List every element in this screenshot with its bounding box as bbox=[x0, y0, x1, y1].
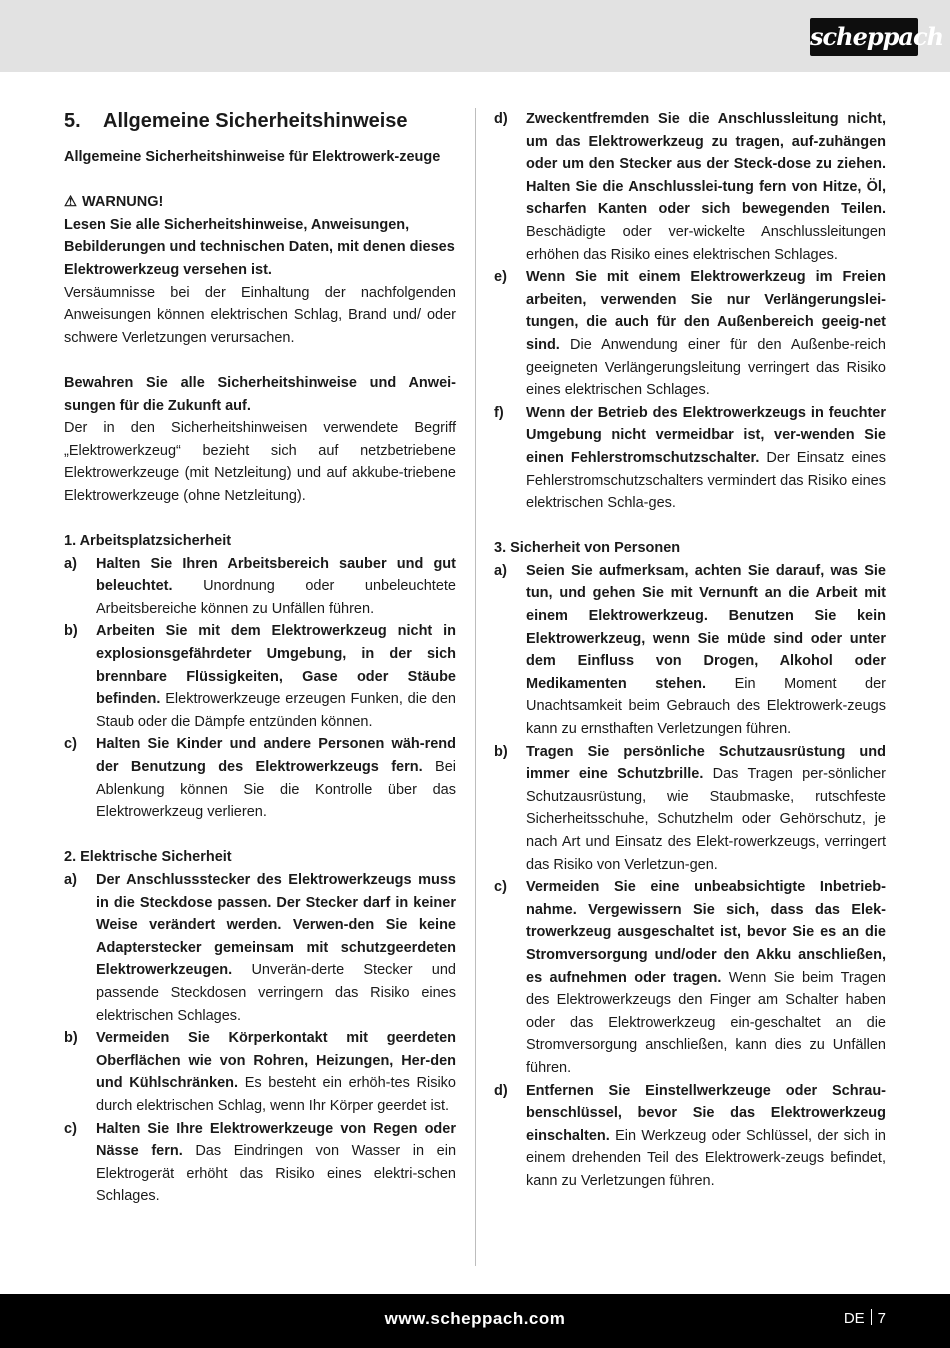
list-item bbox=[494, 876, 886, 1079]
subsection-2-list bbox=[64, 869, 456, 1208]
item-bold-text: Vermeiden Sie Körperkontakt mit geerdeten Oberflächen wie von Rohren, Heizungen, Her-den und Kühlschränken. bbox=[96, 1030, 456, 1092]
subsection-3-list bbox=[494, 560, 886, 1193]
language-code: DE bbox=[843, 1310, 865, 1327]
item-bold-text: Entfernen Sie Einstellwerkzeuge oder Schrau-benschlüssel, bevor Sie das Elektrowerkzeug einschalten. bbox=[526, 1082, 886, 1144]
item-text bbox=[526, 108, 886, 266]
header-bar bbox=[0, 0, 950, 72]
item-text bbox=[96, 553, 456, 621]
column-divider bbox=[475, 108, 476, 1266]
item-text bbox=[526, 876, 886, 1079]
section-number: 5. bbox=[64, 110, 81, 132]
item-plain-text: Es besteht ein erhöh-tes Risiko durch elektrischen Schlag, wenn Ihr Körper geerdet ist. bbox=[96, 1075, 456, 1114]
item-plain-text: Elektrowerkzeuge erzeugen Funken, die den Staub oder die Dämpfe entzünden können. bbox=[96, 691, 456, 730]
item-bold-text: Der Anschlussstecker des Elektrowerkzeugs muss in die Steckdose passen. Der Stecker darf in keiner Weise verändert werden. Verwen-den Sie keine Adapterstecker gemeinsam mit schutzgeerdeten Elektrowerkzeugen. bbox=[96, 872, 456, 979]
item-text bbox=[526, 741, 886, 877]
list-item bbox=[494, 402, 886, 515]
item-bold-text: Halten Sie Kinder und andere Personen wäh-rend der Benutzung des Elektrowerkzeugs fern. bbox=[96, 736, 456, 776]
page-number: 7 bbox=[877, 1310, 886, 1327]
item-text bbox=[96, 620, 456, 733]
keep-instructions-bold: Bewahren Sie alle Sicherheitshinweise und Anwei-sungen für die Zukunft auf. bbox=[64, 374, 456, 414]
item-bold-text: Zweckentfremden Sie die Anschlussleitung nicht, um das Elektrowerkzeug zu tragen, auf-zuhängen oder um den Stecker aus der Steck-dose zu ziehen. Halten Sie die Anschlusslei-tung fern von Hitze, Öl, scharfen Kanten oder sich bewegenden Teilen. bbox=[526, 111, 886, 218]
item-bold-text: Wenn Sie mit einem Elektrowerkzeug im Freien arbeiten, verwenden Sie nur Verlängerungslei-tungen, die auch für den Außenbereich geeig-net sind. bbox=[526, 269, 886, 353]
item-plain-text: Das Eindringen von Wasser in ein Elektrogerät erhöht das Risiko eines elektri-schen Schlages. bbox=[96, 1143, 457, 1205]
item-bold-text: Halten Sie Ihre Elektrowerkzeuge von Regen oder Nässe fern. bbox=[96, 1120, 456, 1160]
item-plain-text: Die Anwendung einer für den Außenbe-reich geeigneten Verlängerungsleitung verringert das Risiko eines elektrischen Schlages. bbox=[526, 336, 886, 399]
list-item bbox=[64, 1118, 456, 1208]
section-title: Allgemeine Sicherheitshinweise bbox=[103, 110, 408, 132]
list-item bbox=[494, 266, 886, 402]
item-bold-text: Vermeiden Sie eine unbeabsichtigte Inbetrieb-nahme. Vergewissern Sie sich, dass das Elek-trowerkzeug ausgeschaltet ist, bevor Sie es an die Stromversorgung und/oder den Akku anschließen, es aufnehmen oder tragen. bbox=[526, 879, 886, 986]
item-letter: b) bbox=[494, 743, 508, 760]
list-item bbox=[494, 108, 886, 266]
item-plain-text: Ein Werkzeug oder Schlüssel, der sich in einem drehenden Teil des Elektrowerk-zeugs befindet, kann zu Verletzungen führen. bbox=[526, 1127, 886, 1189]
item-text bbox=[96, 1118, 456, 1208]
item-plain-text: Ein Moment der Unachtsamkeit beim Gebrauch des Elektrowerk-zeugs kann zu ernsthaften Verletzungen führen. bbox=[526, 675, 886, 738]
item-text bbox=[526, 1080, 886, 1193]
item-plain-text: Bei Ablenkung können Sie die Kontrolle über das Elektrowerkzeug verlieren. bbox=[96, 759, 456, 821]
list-item bbox=[64, 733, 456, 823]
footer-url[interactable]: www.scheppach.com bbox=[384, 1309, 566, 1328]
keep-instructions-text: Der in den Sicherheitshinweisen verwendete Begriff „Elektrowerkzeug“ bezieht sich auf netzbetriebene Elektrowerkzeuge (mit Netzleitung) und auf akkube-triebene Elektrowerkzeuge (ohne Netzleitung). bbox=[64, 420, 456, 504]
list-item bbox=[494, 560, 886, 741]
warning-label: WARNUNG! bbox=[82, 194, 164, 211]
item-text bbox=[96, 1027, 456, 1117]
subsection-title-2: 2. Elektrische Sicherheit bbox=[64, 849, 232, 866]
brand-logo: scheppach bbox=[810, 18, 918, 56]
subsection-2-list-continued bbox=[494, 108, 886, 515]
item-plain-text: Der Einsatz eines Fehlerstromschutzschalters vermindert das Risiko eines elektrischen Schla-ges. bbox=[526, 449, 886, 512]
item-text bbox=[526, 560, 886, 741]
subsection-title-1: 1. Arbeitsplatzsicherheit bbox=[64, 533, 232, 550]
item-bold-text: Wenn der Betrieb des Elektrowerkzeugs in feuchter Umgebung nicht vermeidbar ist, ver-wenden Sie einen Fehlerstromschutzschalter. bbox=[526, 404, 886, 466]
item-letter: e) bbox=[494, 269, 507, 286]
list-item bbox=[64, 553, 456, 621]
item-letter: a) bbox=[494, 562, 507, 579]
list-item bbox=[494, 1080, 886, 1193]
item-bold-text: Arbeiten Sie mit dem Elektrowerkzeug nicht in explosionsgefährdeter Umgebung, in der sich brennbare Flüssigkeiten, Gase oder Stäube befinden. bbox=[96, 623, 456, 708]
item-text bbox=[96, 869, 456, 1027]
list-item bbox=[64, 869, 456, 1027]
item-letter: c) bbox=[494, 879, 507, 896]
item-plain-text: Unverän-derte Stecker und passende Steckdosen verringern das Risiko eines elektrischen Schlages. bbox=[96, 962, 456, 1024]
item-letter: d) bbox=[494, 111, 508, 127]
footer-bar bbox=[0, 1294, 950, 1348]
item-letter: a) bbox=[64, 555, 77, 572]
item-plain-text: Beschädigte oder ver-wickelte Anschlussleitungen erhöhen das Risiko eines elektrischen Schlages. bbox=[526, 223, 886, 263]
item-text bbox=[526, 402, 886, 515]
item-text bbox=[96, 733, 456, 823]
warning-triangle-icon: ⚠ bbox=[64, 194, 77, 211]
item-letter: d) bbox=[494, 1082, 508, 1099]
item-bold-text: Seien Sie aufmerksam, achten Sie darauf, was Sie tun, und gehen Sie mit Vernunft an die Arbeit mit einem Elektrowerkzeug. Benutzen Sie kein Elektrowerkzeug, wenn Sie müde sind oder unter dem Einfluss von Drogen, Alkohol oder Medikamenten stehen. bbox=[526, 562, 886, 692]
left-column bbox=[64, 108, 456, 1208]
subsection-title-3: 3. Sicherheit von Personen bbox=[494, 540, 681, 557]
list-item bbox=[64, 620, 456, 733]
intro-subtitle: Allgemeine Sicherheitshinweise für Elektrowerk-zeuge bbox=[64, 149, 441, 165]
item-bold-text: Tragen Sie persönliche Schutzausrüstung und immer eine Schutzbrille. bbox=[526, 743, 886, 783]
item-plain-text: Wenn Sie beim Tragen des Elektrowerkzeugs den Finger am Schalter haben oder das Elektrowerkzeug ein-geschaltet an die Stromversorgung anschließen, kann dies zu Unfällen führen. bbox=[526, 969, 886, 1076]
subsection-1-list bbox=[64, 553, 456, 824]
item-letter: f) bbox=[494, 404, 504, 421]
section-heading bbox=[64, 108, 456, 134]
page-separator bbox=[871, 1309, 872, 1325]
item-letter: b) bbox=[64, 623, 78, 640]
page-info bbox=[844, 1294, 886, 1344]
list-item bbox=[494, 741, 886, 877]
item-letter: c) bbox=[64, 1120, 77, 1137]
item-bold-text: Halten Sie Ihren Arbeitsbereich sauber und gut beleuchtet. bbox=[96, 555, 456, 595]
warning-body-text: Versäumnisse bei der Einhaltung der nachfolgenden Anweisungen können elektrischen Schlag, Brand und/ oder schwere Verletzungen verursachen. bbox=[64, 284, 456, 346]
item-letter: b) bbox=[64, 1030, 78, 1047]
item-text bbox=[526, 266, 886, 402]
right-column bbox=[494, 108, 886, 1193]
item-letter: c) bbox=[64, 736, 77, 753]
item-plain-text: Das Tragen per-sönlicher Schutzausrüstung, wie Staubmaske, rutschfeste Sicherheitsschuhe, Schutzhelm oder Gehörschutz, je nach Art und Einsatz des Elekt-rowerkzeugs, verringert das Risiko von Verletzun-gen. bbox=[526, 766, 886, 873]
warning-heading bbox=[64, 191, 456, 214]
item-plain-text: Unordnung oder unbeleuchtete Arbeitsbereiche können zu Unfällen führen. bbox=[96, 578, 456, 617]
warning-bold-text: Lesen Sie alle Sicherheitshinweise, Anweisungen, Bebilderungen und technischen Daten, mit denen dieses Elektrowerkzeug versehen ist. bbox=[64, 216, 455, 278]
item-letter: a) bbox=[64, 872, 77, 888]
list-item bbox=[64, 1027, 456, 1117]
